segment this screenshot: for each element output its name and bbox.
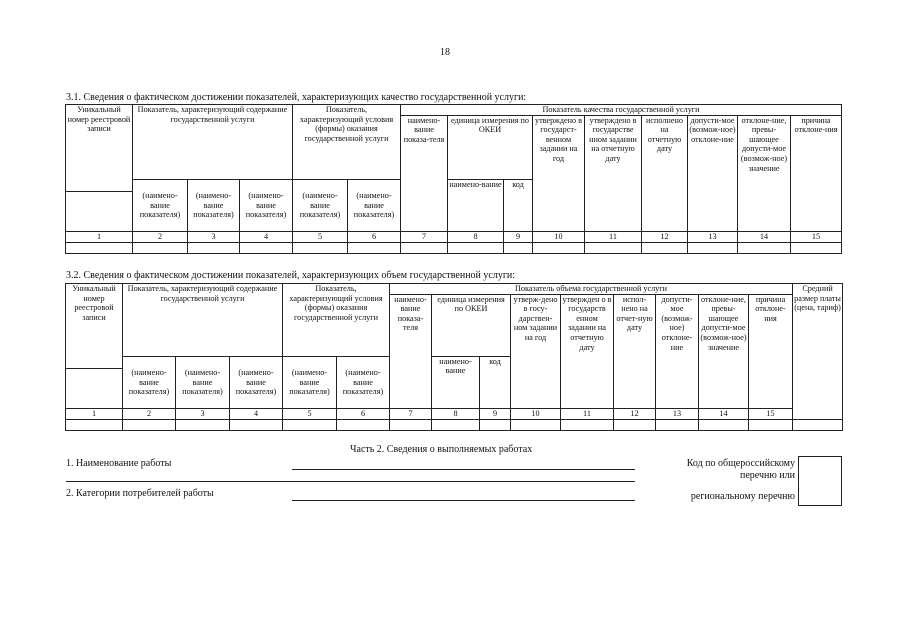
column-number: 7 bbox=[401, 231, 448, 242]
header-unique-number: Уникальный номер реестровой записи bbox=[66, 284, 123, 369]
column-number: 6 bbox=[337, 408, 390, 419]
column-number: 5 bbox=[293, 231, 348, 242]
column-number: 15 bbox=[791, 231, 842, 242]
page-number: 18 bbox=[440, 47, 450, 58]
header-unique-number-tail bbox=[66, 368, 123, 408]
sub-indicator-name: (наимено-вание показателя) bbox=[123, 368, 176, 408]
sub-spacer bbox=[230, 356, 283, 368]
volume-table bbox=[65, 283, 843, 431]
header-conditions-indicator: Показатель, характеризующий условия (формы) оказания государственной услуги bbox=[283, 284, 390, 357]
header-executed: испол-нено на отчет-ную дату bbox=[614, 294, 656, 408]
column-number: 10 bbox=[511, 408, 561, 419]
sub-indicator-name: (наимено-вание показателя) bbox=[240, 191, 293, 231]
header-unit: единица измерения по ОКЕИ bbox=[432, 294, 511, 356]
column-number: 9 bbox=[504, 231, 533, 242]
header-allowed-deviation: допусти-мое (возмож-ное) отклоне-ние bbox=[688, 115, 738, 231]
column-number: 13 bbox=[656, 408, 699, 419]
sub-indicator-name: (наимено-вание показателя) bbox=[176, 368, 230, 408]
column-number: 3 bbox=[188, 231, 240, 242]
column-number: 6 bbox=[348, 231, 401, 242]
sub-indicator-name: (наимено-вание показателя) bbox=[230, 368, 283, 408]
sub-spacer bbox=[348, 179, 401, 191]
column-number: 4 bbox=[240, 231, 293, 242]
column-number: 15 bbox=[749, 408, 793, 419]
sub-indicator-name: (наимено-вание показателя) bbox=[348, 191, 401, 231]
consumers-label: 2. Категории потребителей работы bbox=[66, 488, 214, 499]
header-content-indicator: Показатель, характеризующий содержание государственной услуги bbox=[123, 284, 283, 357]
sub-spacer bbox=[240, 179, 293, 191]
column-number: 11 bbox=[585, 231, 642, 242]
header-unique-number-tail bbox=[66, 191, 133, 231]
code-label bbox=[600, 458, 795, 503]
sub-indicator-name: (наимено-вание показателя) bbox=[337, 368, 390, 408]
sub-indicator-name: (наимено-вание показателя) bbox=[188, 191, 240, 231]
header-unit-code: код bbox=[504, 179, 533, 231]
code-label-line: перечню или bbox=[739, 470, 795, 481]
sub-spacer bbox=[293, 179, 348, 191]
header-unique-number: Уникальный номер реестровой записи bbox=[66, 105, 133, 192]
header-indicator-name: наимено-вание показа-теля bbox=[401, 115, 448, 231]
header-executed: исполнено на отчетную дату bbox=[642, 115, 688, 231]
header-approved-date: утвержден о в государств енном задании на отчетную дату bbox=[561, 294, 614, 408]
header-unit-name: наимено-вание bbox=[448, 179, 504, 231]
work-name-line[interactable] bbox=[292, 469, 635, 470]
quality-table bbox=[65, 104, 842, 254]
work-name-line-2[interactable] bbox=[66, 481, 635, 482]
sub-indicator-name: (наимено-вание показателя) bbox=[293, 191, 348, 231]
header-deviation-reason: причина отклоне-ния bbox=[749, 294, 793, 408]
column-number: 12 bbox=[614, 408, 656, 419]
column-numbers-row bbox=[66, 408, 843, 419]
header-content-indicator: Показатель, характеризующий содержание государственной услуги bbox=[133, 105, 293, 180]
sub-spacer bbox=[133, 179, 188, 191]
sub-spacer bbox=[283, 356, 337, 368]
column-number: 2 bbox=[123, 408, 176, 419]
column-number: 8 bbox=[432, 408, 480, 419]
header-indicator-name: наимено-вание показа-теля bbox=[390, 294, 432, 408]
sub-indicator-name: (наимено-вание показателя) bbox=[133, 191, 188, 231]
header-deviation-reason: причина отклоне-ния bbox=[791, 115, 842, 231]
column-number: 14 bbox=[738, 231, 791, 242]
header-quality-group: Показатель качества государственной услуги bbox=[401, 105, 842, 116]
header-approved-date: утверждено в государстве нном задании на отчетную дату bbox=[585, 115, 642, 231]
code-box[interactable] bbox=[798, 456, 842, 506]
column-number: 5 bbox=[283, 408, 337, 419]
section-volume-title: 3.2. Сведения о фактическом достижении показателей, характеризующих объем государственной услуги: bbox=[66, 270, 516, 281]
column-number: 13 bbox=[688, 231, 738, 242]
header-volume-group: Показатель объема государственной услуги bbox=[390, 284, 793, 295]
sub-spacer bbox=[337, 356, 390, 368]
column-number: 7 bbox=[390, 408, 432, 419]
header-unit-code: код bbox=[480, 356, 511, 408]
column-number: 4 bbox=[230, 408, 283, 419]
header-conditions-indicator: Показатель, характеризующий условия (формы) оказания государственной услуги bbox=[293, 105, 401, 180]
header-approved-year: утверждено в государст-венном задании на год bbox=[533, 115, 585, 231]
column-number: 1 bbox=[66, 408, 123, 419]
header-unit-name: наимено-вание bbox=[432, 356, 480, 408]
column-number: 3 bbox=[176, 408, 230, 419]
code-label-line: региональному перечню bbox=[690, 491, 795, 502]
empty-data-row bbox=[66, 419, 843, 430]
column-number: 11 bbox=[561, 408, 614, 419]
header-exceeding-deviation: отклоне-ние, превы-шающее допусти-мое (возмож-ное) значение bbox=[699, 294, 749, 408]
header-allowed-deviation: допусти-мое (возмож-ное) отклоне-ние bbox=[656, 294, 699, 408]
part2-title: Часть 2. Сведения о выполняемых работах bbox=[350, 444, 533, 455]
sub-spacer bbox=[123, 356, 176, 368]
consumers-line[interactable] bbox=[292, 500, 635, 501]
column-number: 12 bbox=[642, 231, 688, 242]
code-label-line: Код по общероссийскому bbox=[686, 458, 795, 469]
empty-data-row bbox=[66, 242, 842, 253]
column-number: 10 bbox=[533, 231, 585, 242]
sub-spacer bbox=[188, 179, 240, 191]
header-exceeding-deviation: отклоне-ние, превы-шающее допусти-мое (возмож-ное) значение bbox=[738, 115, 791, 231]
sub-indicator-name: (наимено-вание показателя) bbox=[283, 368, 337, 408]
column-number: 1 bbox=[66, 231, 133, 242]
section-quality-title: 3.1. Сведения о фактическом достижении показателей, характеризующих качество государственной услуги: bbox=[66, 92, 527, 103]
column-numbers-row bbox=[66, 231, 842, 242]
column-number: 9 bbox=[480, 408, 511, 419]
header-unit: единица измерения по ОКЕИ bbox=[448, 115, 533, 179]
header-approved-year: утверж-дено в госу-дарствен-ном задании на год bbox=[511, 294, 561, 408]
column-number: 2 bbox=[133, 231, 188, 242]
sub-spacer bbox=[176, 356, 230, 368]
column-number: 8 bbox=[448, 231, 504, 242]
header-average-fee: Средний размер платы (цена, тариф) bbox=[793, 284, 843, 420]
column-number: 14 bbox=[699, 408, 749, 419]
work-name-label: 1. Наименование работы bbox=[66, 458, 172, 469]
